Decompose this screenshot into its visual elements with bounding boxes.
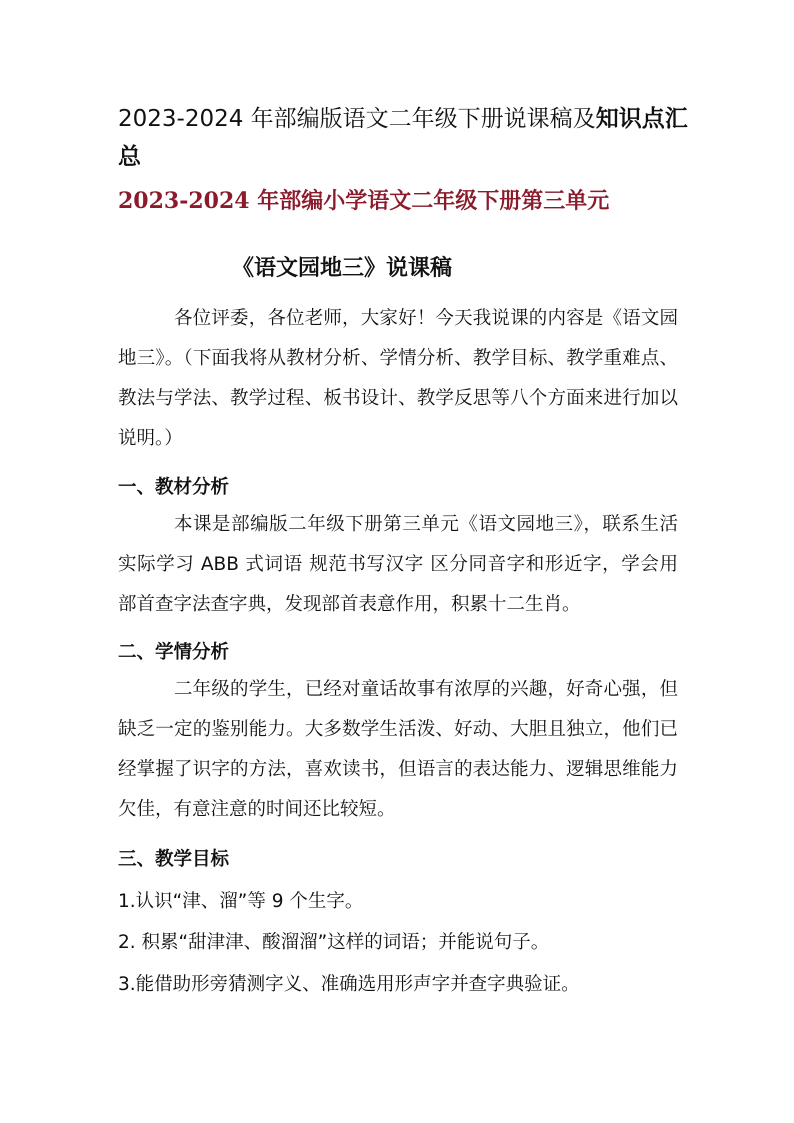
goal-item-2: 2. 积累“甜津津、酸溜溜”这样的词语；并能说句子。: [118, 932, 550, 953]
intro-paragraph: 各位评委，各位老师，大家好！今天我说课的内容是《语文园地三》。（下面我将从教材分析、学情分析、教学目标、教学重难点、教法与学法、教学过程、板书设计、教学反思等八个方面来进行加以说明。）: [118, 308, 678, 449]
document-title-emphasis: 知识点汇总: [118, 106, 688, 170]
section-text-student-analysis: 二年级的学生，已经对童话故事有浓厚的兴趣，好奇心强，但缺乏一定的鉴别能力。大多数学生活泼、好动、大胆且独立，他们已经掌握了识字的方法，喜欢读书，但语言的表达能力、逻辑思维能力欠佳，有意注意的时间还比较短。: [118, 679, 678, 820]
section-heading-student-analysis: 二、学情分析: [118, 642, 230, 663]
section-text-textbook-analysis: 本课是部编版二年级下册第三单元《语文园地三》，联系生活实际学习 ABB 式词语 规范书写汉字 区分同音字和形近字，学会用部首查字法查字典，发现部首表意作用，积累十二生肖。: [118, 514, 678, 615]
goal-item-1: 1.认识“津、溜”等 9 个生字。: [118, 891, 364, 912]
section-heading-teaching-goals: 三、教学目标: [118, 849, 230, 870]
document-title-main: 2023-2024 年部编版语文二年级下册说课稿及: [118, 106, 596, 132]
document-title: [118, 100, 698, 176]
goal-item-3: 3.能借助形旁猜测字义、准确选用形声字并查字典验证。: [118, 974, 580, 995]
lesson-title: 《语文园地三》说课稿: [232, 255, 453, 281]
section-heading-textbook-analysis: 一、教材分析: [118, 477, 230, 498]
unit-subtitle: 2023-2024 年部编小学语文二年级下册第三单元: [118, 188, 610, 214]
